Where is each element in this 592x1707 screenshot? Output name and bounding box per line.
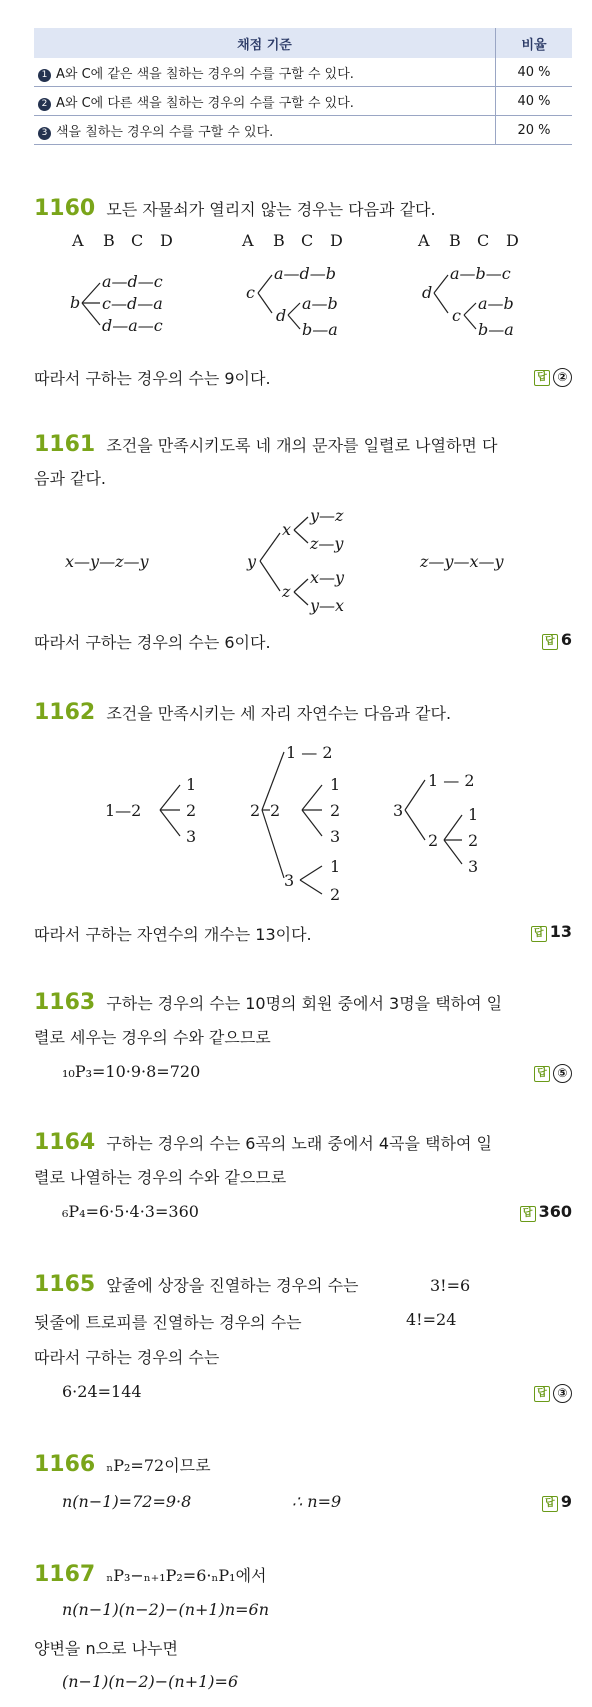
step-badge: 3 [38, 127, 51, 140]
table-row [34, 87, 572, 116]
tree-leaf: 3 [330, 827, 341, 846]
header-d: D [506, 231, 519, 250]
problem-text: ₙP₃−ₙ₊₁P₂=6·ₙP₁에서 [106, 1566, 267, 1585]
tree-leaf: 2 [330, 801, 341, 820]
rate-cell: 40 % [496, 58, 573, 87]
problem-text: 렬로 나열하는 경우의 수와 같으므로 [34, 1168, 287, 1187]
answer-mark-icon: 답 [534, 1386, 550, 1402]
tree-leaf: x—y [310, 568, 345, 587]
problem-1165-heading [34, 1272, 359, 1297]
answer-mark-icon: 답 [534, 1066, 550, 1082]
tree-leaf: 2 [330, 885, 341, 904]
formula: n(n−1)(n−2)−(n+1)n=6n [62, 1600, 270, 1619]
tree-mid: 2 [270, 801, 281, 820]
tree-branch: a—d—b [274, 264, 337, 283]
answer-value: ② [553, 368, 572, 387]
answer [534, 1382, 572, 1403]
rate-cell: 40 % [496, 87, 573, 116]
tree-branch: a—b—c [450, 264, 511, 283]
tree-leaf: 1 [330, 775, 341, 794]
answer [520, 1202, 572, 1222]
problem-text: 구하는 경우의 수는 6곡의 노래 중에서 4곡을 택하여 일 [106, 1134, 492, 1153]
header-c: C [477, 231, 490, 250]
answer-mark-icon: 답 [534, 370, 550, 386]
answer-value: ⑤ [553, 1064, 572, 1083]
tree-leaf: 3 [468, 857, 479, 876]
tree-branch: 3 [284, 871, 295, 890]
table-header-row [34, 28, 572, 58]
table-row [34, 58, 572, 87]
problem-number: 1163 [34, 990, 96, 1015]
formula: (n−1)(n−2)−(n+1)=6 [62, 1672, 239, 1691]
header-a: A [242, 231, 254, 250]
header-c: C [301, 231, 314, 250]
rate-cell: 20 % [496, 116, 573, 145]
criteria-text: 색을 칠하는 경우의 수를 구할 수 있다. [56, 124, 274, 140]
grading-table [34, 28, 572, 145]
problem-text: ₙP₂=72이므로 [106, 1456, 211, 1475]
formula: 3!=6 [430, 1276, 471, 1295]
header-a: A [72, 231, 84, 250]
problem-number: 1162 [34, 700, 96, 725]
header-b: B [273, 231, 285, 250]
tree-mid: c [452, 306, 461, 325]
letter-tree-diagram [0, 503, 592, 623]
tree-leaf: z—y [310, 534, 344, 553]
problem-1164-heading [34, 1130, 492, 1155]
step-badge: 1 [38, 69, 51, 82]
sequence-left: x—y—z—y [65, 552, 149, 571]
tree-branch: 1 — 2 [428, 771, 475, 790]
tree-root: b [70, 293, 81, 312]
problem-text: 조건을 만족시키도록 네 개의 문자를 일렬로 나열하면 다 [106, 436, 498, 455]
tree-leaf: a—b [302, 294, 338, 313]
tree-mid: 2 [428, 831, 439, 850]
header-d: D [160, 231, 173, 250]
tree-root: c [246, 283, 255, 302]
tree-branch: x [282, 520, 292, 539]
header-a: A [418, 231, 430, 250]
problem-text: 앞줄에 상장을 진열하는 경우의 수는 [106, 1276, 359, 1295]
lock-tree-diagram [0, 225, 592, 355]
header-b: B [103, 231, 115, 250]
problem-1161-heading [34, 432, 497, 457]
number-tree-diagram [0, 730, 592, 910]
tree-root: 3 [393, 801, 404, 820]
answer-value: ③ [553, 1384, 572, 1403]
formula: 4!=24 [406, 1310, 457, 1329]
header-c: C [131, 231, 144, 250]
problem-text: 렬로 세우는 경우의 수와 같으므로 [34, 1028, 271, 1047]
problem-text: 구하는 경우의 수는 10명의 회원 중에서 3명을 택하여 일 [106, 994, 503, 1013]
answer [534, 1062, 572, 1083]
tree-leaf: b—a [478, 320, 514, 339]
problem-number: 1165 [34, 1272, 96, 1297]
conclusion: 따라서 구하는 자연수의 개수는 13이다. [34, 925, 312, 944]
answer [542, 630, 572, 650]
formula: ₆P₄=6·5·4·3=360 [62, 1202, 199, 1221]
tree-leaf: 1 [468, 805, 479, 824]
header-b: B [449, 231, 461, 250]
tree-leaf: 2 [468, 831, 479, 850]
conclusion: 따라서 구하는 경우의 수는 6이다. [34, 633, 271, 652]
formula: 6·24=144 [62, 1382, 142, 1401]
problem-1163-heading [34, 990, 502, 1015]
problem-number: 1160 [34, 196, 96, 221]
problem-number: 1166 [34, 1452, 96, 1477]
problem-text: 뒷줄에 트로피를 진열하는 경우의 수는 [34, 1313, 302, 1332]
formula: ₁₀P₃=10·9·8=720 [62, 1062, 201, 1081]
tree-leaf: 1 [186, 775, 197, 794]
sequence-right: z—y—x—y [420, 552, 504, 571]
table-row [34, 116, 572, 145]
tree-root: d [422, 283, 433, 302]
answer-value: 6 [560, 630, 572, 649]
problem-number: 1167 [34, 1562, 96, 1587]
answer-value: 9 [560, 1492, 572, 1511]
criteria-text: A와 C에 다른 색을 칠하는 경우의 수를 구할 수 있다. [56, 95, 354, 111]
tree-root: y [247, 552, 257, 571]
problem-number: 1164 [34, 1130, 96, 1155]
tree-mid: d [276, 306, 287, 325]
answer-mark-icon: 답 [542, 634, 558, 650]
problem-text: 음과 같다. [34, 469, 106, 488]
tree-leaf: y—x [310, 596, 345, 615]
tree-leaf: y—z [310, 506, 344, 525]
tree-leaf: 2 [186, 801, 197, 820]
tree-leaf: d—a—c [102, 316, 163, 335]
problem-1167-heading [34, 1562, 266, 1587]
tree-leaf: 3 [186, 827, 197, 846]
conclusion: 따라서 구하는 경우의 수는 9이다. [34, 369, 271, 388]
problem-text: 따라서 구하는 경우의 수는 [34, 1348, 220, 1367]
tree-branch: 1 — 2 [286, 743, 333, 762]
problem-text: 조건을 만족시키는 세 자리 자연수는 다음과 같다. [106, 704, 452, 723]
answer-mark-icon: 답 [542, 1496, 558, 1512]
tree-branch: z [282, 582, 291, 601]
answer [542, 1492, 572, 1512]
tree-leaf: 1 [330, 857, 341, 876]
table-header-criteria: 채점 기준 [34, 28, 496, 58]
step-badge: 2 [38, 98, 51, 111]
tree-leaf: b—a [302, 320, 338, 339]
answer-mark-icon: 답 [531, 926, 547, 942]
problem-number: 1161 [34, 432, 96, 457]
answer-mark-icon: 답 [520, 1206, 536, 1222]
answer-value: 13 [549, 922, 572, 941]
problem-1166-heading [34, 1452, 211, 1477]
tree-root: 2 [250, 801, 261, 820]
problem-1160-heading [34, 196, 436, 221]
tree-prefix: 1—2 [105, 801, 142, 820]
formula: n(n−1)=72=9·8 [62, 1492, 192, 1511]
formula: ∴ n=9 [292, 1492, 342, 1511]
header-d: D [330, 231, 343, 250]
answer [531, 922, 572, 942]
tree-leaf: c—d—a [102, 294, 163, 313]
problem-text: 모든 자물쇠가 열리지 않는 경우는 다음과 같다. [106, 200, 436, 219]
problem-1162-heading [34, 700, 451, 725]
problem-text: 양변을 n으로 나누면 [34, 1639, 178, 1658]
answer-value: 360 [538, 1202, 572, 1221]
criteria-text: A와 C에 같은 색을 칠하는 경우의 수를 구할 수 있다. [56, 66, 354, 82]
table-header-rate: 비율 [496, 28, 573, 58]
tree-leaf: a—d—c [102, 272, 163, 291]
answer [534, 366, 572, 387]
tree-leaf: a—b [478, 294, 514, 313]
